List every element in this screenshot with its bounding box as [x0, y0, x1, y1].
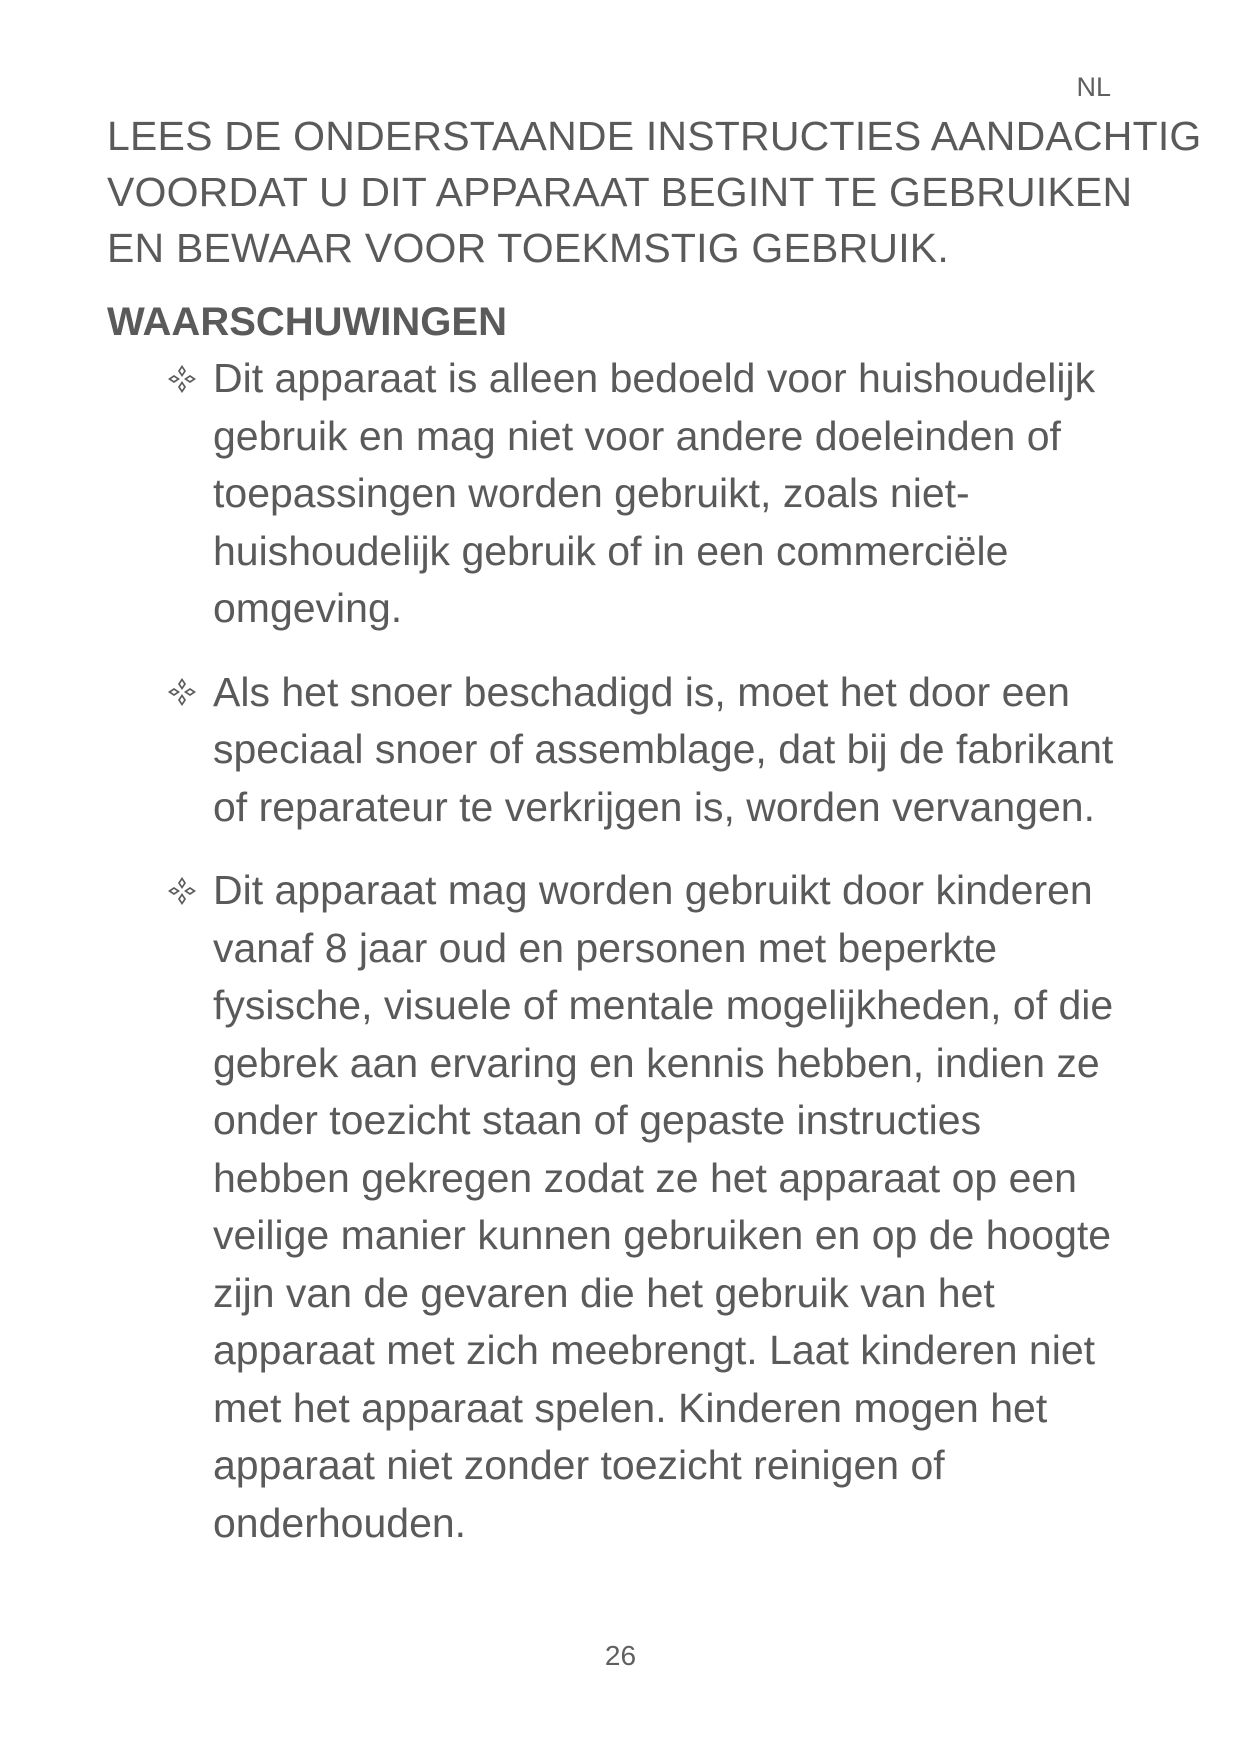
- warning-item: [163, 862, 1123, 1552]
- four-diamond-bullet-icon: [163, 862, 201, 919]
- four-diamond-bullet-icon: [163, 664, 201, 721]
- warning-item: [163, 350, 1123, 638]
- page-number: 26: [604, 1640, 637, 1671]
- intro-line: LEES DE ONDERSTAANDE INSTRUCTIES AANDACHTIG: [107, 113, 1202, 159]
- warning-text: Als het snoer beschadigd is, moet het door een speciaal snoer of assemblage, dat bij de fabrikant of reparateur te verkrijgen is, worden vervangen.: [213, 668, 1114, 830]
- warning-text: Dit apparaat mag worden gebruikt door kinderen vanaf 8 jaar oud en personen met beperkte fysische, visuele of mentale mogelijkheden, of die gebrek aan ervaring en kennis hebben, indien ze onder toezicht staan of gepaste instructies hebben gekregen zodat ze het apparaat op een veilige manier kunnen gebruiken en op de hoogte zijn van de gevaren die het gebruik van het apparaat met zich meebrengt. Laat kinderen niet met het apparaat spelen. Kinderen mogen het apparaat niet zonder toezicht reinigen of onderhouden.: [213, 867, 1114, 1546]
- intro-line: EN BEWAAR VOOR TOEKMSTIG GEBRUIK.: [107, 225, 949, 271]
- warning-item: [163, 664, 1123, 837]
- warning-text: Dit apparaat is alleen bedoeld voor huishoudelijk gebruik en mag niet voor andere doeleinden of toepassingen worden gebruikt, zoals niet-huishoudelijk gebruik of in een commerciële omgeving.: [213, 355, 1096, 631]
- intro-line: VOORDAT U DIT APPARAAT BEGINT TE GEBRUIKEN: [107, 169, 1133, 215]
- language-label: NL: [1076, 72, 1111, 102]
- four-diamond-bullet-icon: [163, 350, 201, 407]
- section-heading: WAARSCHUWINGEN: [107, 300, 507, 344]
- intro-instructions: [107, 108, 1202, 276]
- warnings-list: [163, 350, 1123, 1552]
